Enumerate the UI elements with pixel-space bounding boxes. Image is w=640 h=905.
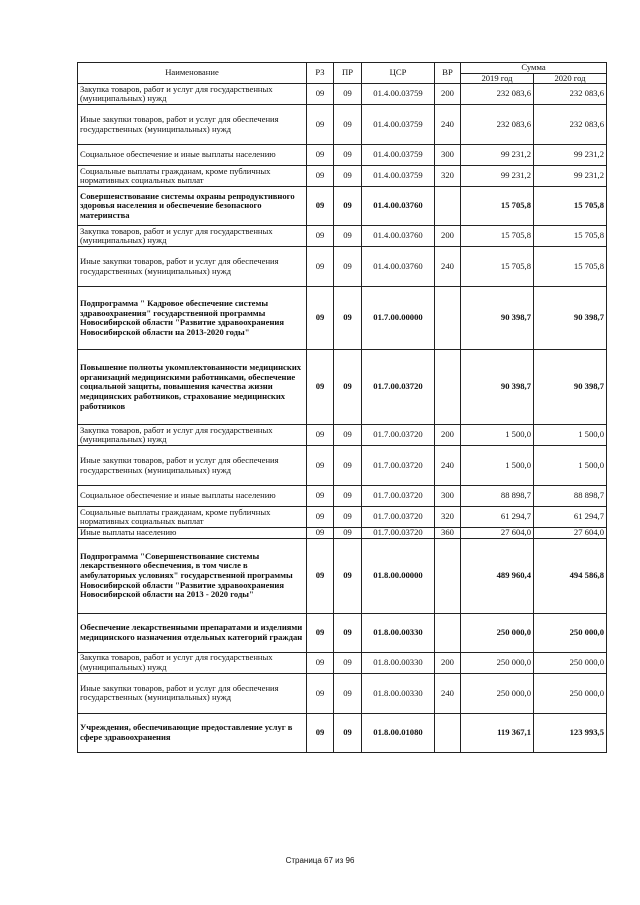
- cell-vr: [435, 287, 461, 350]
- cell-sum-2020: 15 705,8: [534, 226, 607, 247]
- cell-csr: 01.8.00.00330: [362, 673, 435, 713]
- cell-rz: 09: [307, 486, 334, 507]
- cell-sum-2020: 232 083,6: [534, 105, 607, 145]
- cell-pr: 09: [334, 247, 362, 287]
- cell-sum-2019: 27 604,0: [461, 528, 534, 539]
- cell-sum-2020: 90 398,7: [534, 350, 607, 425]
- table-header: [78, 63, 607, 84]
- cell-name: Иные закупки товаров, работ и услуг для обеспечения государственных (муниципальных) нужд: [78, 247, 307, 287]
- cell-rz: 09: [307, 446, 334, 486]
- cell-pr: 09: [334, 673, 362, 713]
- cell-sum-2019: 232 083,6: [461, 84, 534, 105]
- cell-name: Социальные выплаты гражданам, кроме публичных нормативных социальных выплат: [78, 166, 307, 187]
- cell-sum-2020: 15 705,8: [534, 247, 607, 287]
- cell-rz: 09: [307, 84, 334, 105]
- cell-csr: 01.7.00.03720: [362, 425, 435, 446]
- cell-name: Подпрограмма "Совершенствование системы лекарственного обеспечения, в том числе в амбулаторных условиях" государственной программы Новосибирской области "Развитие здравоохранения Новосибирской области на 2013 - 2020 годы": [78, 538, 307, 613]
- cell-sum-2019: 250 000,0: [461, 673, 534, 713]
- cell-sum-2020: 1 500,0: [534, 425, 607, 446]
- cell-vr: [435, 187, 461, 226]
- cell-rz: 09: [307, 528, 334, 539]
- table-row: [78, 166, 607, 187]
- cell-sum-2020: 90 398,7: [534, 287, 607, 350]
- cell-csr: 01.7.00.00000: [362, 287, 435, 350]
- cell-vr: 300: [435, 486, 461, 507]
- cell-name: Иные закупки товаров, работ и услуг для обеспечения государственных (муниципальных) нужд: [78, 105, 307, 145]
- cell-name: Учреждения, обеспечивающие предоставление услуг в сфере здравоохранения: [78, 713, 307, 752]
- cell-csr: 01.7.00.03720: [362, 350, 435, 425]
- cell-csr: 01.8.00.00330: [362, 652, 435, 673]
- cell-name: Иные закупки товаров, работ и услуг для обеспечения государственных (муниципальных) нужд: [78, 446, 307, 486]
- cell-vr: 320: [435, 166, 461, 187]
- cell-pr: 09: [334, 713, 362, 752]
- cell-name: Повышение полноты укомплектованности медицинских организаций медицинскими работниками, обеспечение социальной защиты, повышения качества жизни медицинских работников, страхование медицинских работников: [78, 350, 307, 425]
- cell-vr: [435, 613, 461, 652]
- cell-rz: 09: [307, 166, 334, 187]
- cell-csr: 01.7.00.03720: [362, 446, 435, 486]
- cell-csr: 01.4.00.03759: [362, 105, 435, 145]
- table-row: [78, 105, 607, 145]
- cell-pr: 09: [334, 287, 362, 350]
- table-row: [78, 145, 607, 166]
- cell-csr: 01.4.00.03759: [362, 84, 435, 105]
- cell-sum-2020: 494 586,8: [534, 538, 607, 613]
- cell-csr: 01.4.00.03760: [362, 187, 435, 226]
- cell-sum-2020: 15 705,8: [534, 187, 607, 226]
- cell-pr: 09: [334, 425, 362, 446]
- cell-pr: 09: [334, 84, 362, 105]
- cell-rz: 09: [307, 538, 334, 613]
- cell-rz: 09: [307, 350, 334, 425]
- cell-name: Закупка товаров, работ и услуг для государственных (муниципальных) нужд: [78, 425, 307, 446]
- header-csr: ЦСР: [362, 63, 435, 84]
- header-year-2020: 2020 год: [534, 73, 607, 84]
- table-row: [78, 507, 607, 528]
- header-rz: РЗ: [307, 63, 334, 84]
- cell-name: Иные закупки товаров, работ и услуг для обеспечения государственных (муниципальных) нужд: [78, 673, 307, 713]
- table-row: [78, 287, 607, 350]
- table-row: [78, 673, 607, 713]
- table-row: [78, 538, 607, 613]
- cell-vr: 300: [435, 145, 461, 166]
- table-row: [78, 226, 607, 247]
- cell-name: Социальные выплаты гражданам, кроме публичных нормативных социальных выплат: [78, 507, 307, 528]
- cell-sum-2020: 250 000,0: [534, 673, 607, 713]
- table-row: [78, 528, 607, 539]
- cell-pr: 09: [334, 226, 362, 247]
- cell-rz: 09: [307, 145, 334, 166]
- table-row: [78, 446, 607, 486]
- cell-vr: 200: [435, 425, 461, 446]
- cell-pr: 09: [334, 613, 362, 652]
- cell-csr: 01.7.00.03720: [362, 528, 435, 539]
- cell-sum-2020: 27 604,0: [534, 528, 607, 539]
- cell-sum-2019: 99 231,2: [461, 166, 534, 187]
- cell-pr: 09: [334, 538, 362, 613]
- budget-table: [77, 62, 607, 753]
- cell-sum-2019: 88 898,7: [461, 486, 534, 507]
- table-row: [78, 613, 607, 652]
- cell-sum-2019: 15 705,8: [461, 226, 534, 247]
- cell-sum-2019: 119 367,1: [461, 713, 534, 752]
- cell-vr: [435, 350, 461, 425]
- cell-vr: 240: [435, 673, 461, 713]
- cell-pr: 09: [334, 350, 362, 425]
- table-row: [78, 713, 607, 752]
- cell-rz: 09: [307, 713, 334, 752]
- cell-pr: 09: [334, 652, 362, 673]
- cell-sum-2020: 250 000,0: [534, 652, 607, 673]
- cell-rz: 09: [307, 226, 334, 247]
- cell-rz: 09: [307, 652, 334, 673]
- cell-sum-2019: 250 000,0: [461, 652, 534, 673]
- table-row: [78, 187, 607, 226]
- cell-vr: 200: [435, 84, 461, 105]
- header-vr: ВР: [435, 63, 461, 84]
- cell-vr: 240: [435, 446, 461, 486]
- cell-vr: [435, 713, 461, 752]
- cell-csr: 01.7.00.03720: [362, 507, 435, 528]
- table-body: [78, 84, 607, 753]
- cell-csr: 01.8.00.00330: [362, 613, 435, 652]
- table-row: [78, 652, 607, 673]
- cell-name: Закупка товаров, работ и услуг для государственных (муниципальных) нужд: [78, 652, 307, 673]
- cell-pr: 09: [334, 446, 362, 486]
- cell-pr: 09: [334, 187, 362, 226]
- cell-rz: 09: [307, 287, 334, 350]
- cell-rz: 09: [307, 507, 334, 528]
- cell-sum-2019: 489 960,4: [461, 538, 534, 613]
- cell-csr: 01.4.00.03760: [362, 247, 435, 287]
- cell-sum-2020: 61 294,7: [534, 507, 607, 528]
- cell-sum-2020: 250 000,0: [534, 613, 607, 652]
- cell-name: Социальное обеспечение и иные выплаты населению: [78, 486, 307, 507]
- header-name: Наименование: [78, 63, 307, 84]
- cell-csr: 01.4.00.03759: [362, 166, 435, 187]
- header-pr: ПР: [334, 63, 362, 84]
- cell-csr: 01.7.00.03720: [362, 486, 435, 507]
- cell-sum-2019: 1 500,0: [461, 446, 534, 486]
- cell-sum-2019: 61 294,7: [461, 507, 534, 528]
- cell-sum-2019: 15 705,8: [461, 187, 534, 226]
- cell-sum-2019: 99 231,2: [461, 145, 534, 166]
- cell-pr: 09: [334, 486, 362, 507]
- cell-sum-2020: 1 500,0: [534, 446, 607, 486]
- cell-name: Совершенствование системы охраны репродуктивного здоровья населения и обеспечение безопасного материнства: [78, 187, 307, 226]
- page-number: Страница 67 из 96: [285, 856, 355, 865]
- table-row: [78, 425, 607, 446]
- cell-sum-2020: 99 231,2: [534, 166, 607, 187]
- cell-sum-2020: 88 898,7: [534, 486, 607, 507]
- table-row: [78, 486, 607, 507]
- cell-sum-2020: 99 231,2: [534, 145, 607, 166]
- cell-name: Социальное обеспечение и иные выплаты населению: [78, 145, 307, 166]
- cell-vr: 360: [435, 528, 461, 539]
- cell-sum-2019: 250 000,0: [461, 613, 534, 652]
- cell-pr: 09: [334, 507, 362, 528]
- cell-pr: 09: [334, 105, 362, 145]
- cell-rz: 09: [307, 613, 334, 652]
- cell-vr: 240: [435, 247, 461, 287]
- cell-sum-2019: 232 083,6: [461, 105, 534, 145]
- table-row: [78, 350, 607, 425]
- cell-csr: 01.8.00.01080: [362, 713, 435, 752]
- cell-pr: 09: [334, 166, 362, 187]
- cell-vr: 200: [435, 226, 461, 247]
- cell-name: Подпрограмма " Кадровое обеспечение системы здравоохранения" государственной программы Новосибирской области "Развитие здравоохранения Новосибирской области на 2013-2020 годы": [78, 287, 307, 350]
- cell-sum-2019: 90 398,7: [461, 350, 534, 425]
- cell-vr: 200: [435, 652, 461, 673]
- cell-name: Иные выплаты населению: [78, 528, 307, 539]
- cell-rz: 09: [307, 673, 334, 713]
- cell-rz: 09: [307, 105, 334, 145]
- cell-sum-2020: 123 993,5: [534, 713, 607, 752]
- header-sum: Сумма: [461, 63, 607, 74]
- cell-csr: 01.8.00.00000: [362, 538, 435, 613]
- header-year-2019: 2019 год: [461, 73, 534, 84]
- cell-rz: 09: [307, 425, 334, 446]
- cell-name: Закупка товаров, работ и услуг для государственных (муниципальных) нужд: [78, 226, 307, 247]
- cell-name: Закупка товаров, работ и услуг для государственных (муниципальных) нужд: [78, 84, 307, 105]
- cell-vr: 320: [435, 507, 461, 528]
- cell-csr: 01.4.00.03759: [362, 145, 435, 166]
- cell-sum-2019: 15 705,8: [461, 247, 534, 287]
- cell-vr: 240: [435, 105, 461, 145]
- cell-pr: 09: [334, 528, 362, 539]
- cell-name: Обеспечение лекарственными препаратами и изделиями медицинского назначения отдельных категорий граждан: [78, 613, 307, 652]
- cell-pr: 09: [334, 145, 362, 166]
- cell-sum-2019: 1 500,0: [461, 425, 534, 446]
- cell-vr: [435, 538, 461, 613]
- cell-csr: 01.4.00.03760: [362, 226, 435, 247]
- cell-rz: 09: [307, 247, 334, 287]
- cell-sum-2020: 232 083,6: [534, 84, 607, 105]
- cell-sum-2019: 90 398,7: [461, 287, 534, 350]
- cell-rz: 09: [307, 187, 334, 226]
- table-row: [78, 247, 607, 287]
- table-row: [78, 84, 607, 105]
